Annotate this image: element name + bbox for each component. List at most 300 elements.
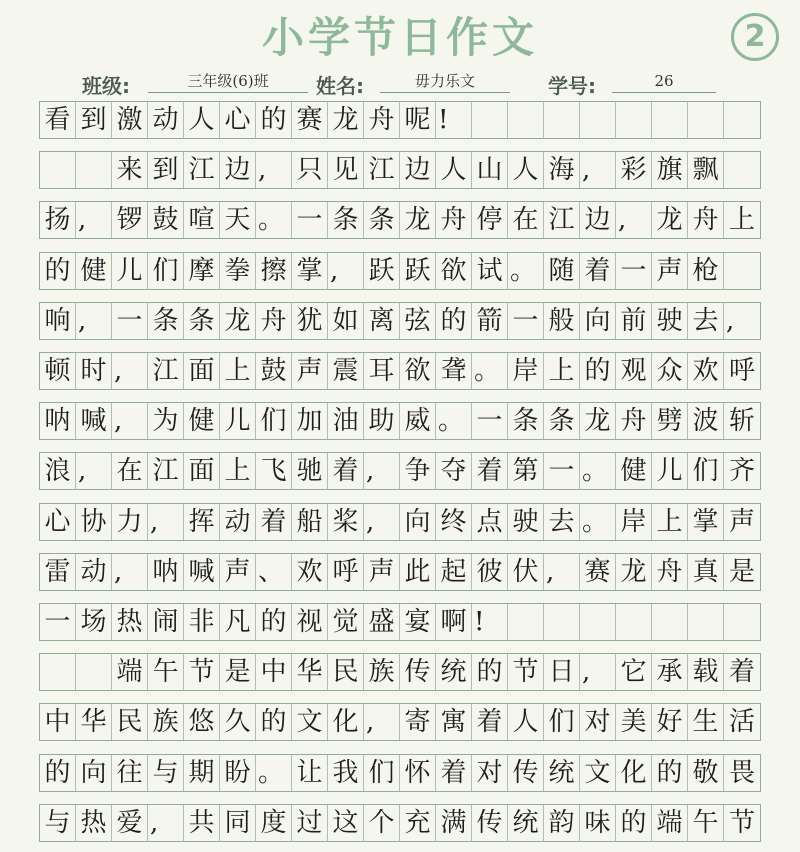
grid-cell: 江 [148,453,184,489]
grid-cell: 随 [544,253,580,289]
grid-cell: 端 [652,805,688,841]
grid-cell: 悠 [184,704,220,740]
grid-cell: 向 [580,303,616,339]
grid-cell: 的 [436,303,472,339]
grid-cell: 呐 [148,554,184,590]
grid-cell: 一 [508,303,544,339]
grid-cell: 节 [508,654,544,690]
grid-cell: 舟 [652,554,688,590]
grid-cell: 人 [184,102,220,138]
grid-cell: 儿 [220,403,256,439]
student-id-value: 26 [612,68,716,93]
grid-cell: 期 [184,755,220,791]
grid-cell: 日 [544,654,580,690]
grid-cell: 着 [256,504,292,540]
grid-cell: 民 [328,654,364,690]
grid-cell: 般 [544,303,580,339]
grid-cell: 条 [148,303,184,339]
grid-cell: 上 [544,353,580,389]
grid-cell: 看 [40,102,76,138]
grid-cell: 震 [328,353,364,389]
grid-cell: 。 [256,755,292,791]
grid-cell [580,604,616,640]
grid-cell: 好 [652,704,688,740]
grid-cell: 。 [580,504,616,540]
grid-cell: 驶 [652,303,688,339]
grid-cell: 心 [40,504,76,540]
grid-cell: 声 [728,506,755,537]
grid-cell: 人 [508,704,544,740]
grid-cell: 着 [472,453,508,489]
grid-cell: 龙 [400,202,436,238]
grid-cell: 声 [364,554,400,590]
grid-cell: 离 [364,303,400,339]
grid-cell: 喊 [184,554,220,590]
grid-cell [76,654,112,690]
essay-line [39,151,761,189]
grid-cell: 闹 [148,604,184,640]
grid-cell: 凡 [220,604,256,640]
grid-cell: 寓 [436,704,472,740]
grid-cell: 停 [472,202,508,238]
grid-cell: 的 [40,755,76,791]
grid-cell: 上 [220,353,256,389]
grid-cell: 斩 [728,406,755,437]
grid-cell: 们 [148,253,184,289]
grid-cell: 舟 [616,403,652,439]
grid-cell: 边 [580,202,616,238]
grid-cell: 午 [148,654,184,690]
grid-cell: 往 [112,755,148,791]
grid-cell: , [148,504,184,540]
grid-cell: , [148,805,184,841]
essay-line [39,754,761,792]
essay-grid [39,101,761,852]
grid-cell: 的 [580,353,616,389]
grid-cell: 劈 [652,403,688,439]
grid-cell: 个 [364,805,400,841]
grid-cell: 我 [328,755,364,791]
grid-cell: 赛 [580,554,616,590]
grid-cell [724,102,760,138]
grid-cell: 只 [292,152,328,188]
grid-cell [688,604,724,640]
name-value: 毋力乐文 [380,68,510,93]
grid-cell: , [580,654,616,690]
grid-cell: 去 [544,504,580,540]
grid-cell: 们 [256,403,292,439]
grid-cell: 浪 [40,453,76,489]
grid-cell: 的 [616,805,652,841]
grid-cell: 统 [508,805,544,841]
grid-cell: 的 [472,654,508,690]
grid-cell: 桨 [328,504,364,540]
grid-cell: 驰 [292,453,328,489]
grid-cell: 拳 [220,253,256,289]
grid-cell [652,604,688,640]
grid-cell: 飞 [256,453,292,489]
grid-cell: 观 [616,353,652,389]
grid-cell: 欢 [688,353,724,389]
grid-cell: 统 [436,654,472,690]
grid-cell: 夺 [436,453,472,489]
grid-cell: 彩 [616,152,652,188]
grid-cell: 的 [256,102,292,138]
grid-cell: 人 [508,152,544,188]
grid-cell: 鼓 [256,353,292,389]
grid-cell: 声 [220,554,256,590]
grid-cell: 威 [400,403,436,439]
grid-cell: 来 [112,152,148,188]
grid-cell: 寄 [400,704,436,740]
grid-cell [724,604,760,640]
name-label: 姓名: [316,74,364,98]
grid-cell: 充 [400,805,436,841]
grid-cell: 是 [220,654,256,690]
grid-cell: , [256,152,292,188]
grid-cell: 生 [688,704,724,740]
grid-cell: 彼 [472,554,508,590]
grid-cell: 在 [112,453,148,489]
grid-cell: 终 [436,504,472,540]
grid-cell: 赛 [292,102,328,138]
grid-cell: 中 [256,654,292,690]
grid-cell: 与 [148,755,184,791]
grid-cell [616,102,652,138]
grid-cell: 掌 [292,253,328,289]
grid-cell: , [328,253,364,289]
grid-cell: 。 [508,253,544,289]
grid-cell: 喧 [184,202,220,238]
grid-cell: 真 [688,554,724,590]
grid-cell: 欲 [400,353,436,389]
grid-cell: 上 [220,453,256,489]
grid-cell: 面 [184,453,220,489]
grid-cell: 心 [220,102,256,138]
grid-cell: 上 [728,205,755,236]
grid-cell: 的 [256,604,292,640]
grid-cell: 力 [112,504,148,540]
grid-cell: 岸 [616,504,652,540]
essay-line [39,352,761,390]
grid-cell: 承 [652,654,688,690]
grid-cell: 龙 [580,403,616,439]
grid-cell: 海 [544,152,580,188]
grid-cell [76,152,112,188]
grid-cell: 节 [184,654,220,690]
grid-cell: 韵 [544,805,580,841]
grid-cell [544,102,580,138]
grid-cell: 民 [112,704,148,740]
grid-cell: 健 [184,403,220,439]
grid-cell: 着 [728,657,755,688]
grid-cell: 传 [472,805,508,841]
grid-cell: 在 [508,202,544,238]
grid-cell: 着 [472,704,508,740]
grid-cell [472,102,508,138]
student-info-bar [0,66,800,96]
grid-cell: 传 [400,654,436,690]
grid-cell [724,253,760,289]
grid-cell: 统 [544,755,580,791]
grid-cell: 枪 [688,253,724,289]
page-title: 小学节日作文 [261,13,538,62]
grid-cell [616,604,652,640]
grid-cell: 顿 [40,353,76,389]
grid-cell: 们 [364,755,400,791]
grid-cell: 畏 [728,757,755,788]
grid-cell: , [544,554,580,590]
grid-cell: 鼓 [148,202,184,238]
grid-cell: 一 [112,303,148,339]
grid-cell: 视 [292,604,328,640]
grid-cell: 山 [472,152,508,188]
grid-cell: 条 [184,303,220,339]
grid-cell: 扬 [40,202,76,238]
grid-cell: 儿 [112,253,148,289]
grid-cell: 的 [652,755,688,791]
grid-cell: 喊 [76,403,112,439]
grid-cell: 边 [400,152,436,188]
grid-cell: 一 [544,453,580,489]
grid-cell: 一 [616,253,652,289]
grid-cell: 场 [76,604,112,640]
grid-cell: 。 [256,202,292,238]
grid-cell: 族 [364,654,400,690]
grid-cell: 的 [256,704,292,740]
grid-cell: 第 [508,453,544,489]
grid-cell: 节 [728,807,755,838]
grid-cell: 载 [688,654,724,690]
grid-cell: 挥 [184,504,220,540]
grid-cell: 化 [616,755,652,791]
grid-cell: 热 [112,604,148,640]
grid-cell: 加 [292,403,328,439]
grid-cell: 同 [220,805,256,841]
essay-line [39,553,761,591]
grid-cell: 这 [328,805,364,841]
grid-cell: 江 [148,353,184,389]
grid-cell: , [112,403,148,439]
student-id-label: 学号: [548,74,596,98]
grid-cell: 耳 [364,353,400,389]
grid-cell: 敬 [688,755,724,791]
grid-cell: 声 [292,353,328,389]
essay-line [39,503,761,541]
grid-cell: 雷 [40,554,76,590]
grid-cell: 点 [472,504,508,540]
grid-cell: 们 [544,704,580,740]
grid-cell: , [112,554,148,590]
grid-cell: 江 [184,152,220,188]
grid-cell: 驶 [508,504,544,540]
grid-cell: 过 [292,805,328,841]
grid-cell: 见 [328,152,364,188]
grid-cell: 前 [616,303,652,339]
grid-cell: 让 [292,755,328,791]
grid-cell: 爱 [112,805,148,841]
grid-cell: 波 [688,403,724,439]
grid-cell: 文 [292,704,328,740]
grid-cell: , [580,152,616,188]
grid-cell: 共 [184,805,220,841]
grid-cell: 呐 [40,403,76,439]
grid-cell: 呢 [400,102,436,138]
grid-cell: 条 [508,403,544,439]
grid-cell: 油 [328,403,364,439]
grid-cell: 旗 [652,152,688,188]
grid-cell: 族 [148,704,184,740]
grid-cell: 中 [40,704,76,740]
essay-line [39,201,761,239]
essay-line [39,302,761,340]
grid-cell: 盼 [220,755,256,791]
grid-cell: 船 [292,504,328,540]
grid-cell: 掌 [688,504,724,540]
grid-cell: 齐 [728,456,755,487]
grid-cell: 宴 [400,604,436,640]
grid-cell: 众 [652,353,688,389]
essay-line [39,252,761,290]
grid-cell [652,102,688,138]
grid-cell: 舟 [364,102,400,138]
grid-cell: 此 [400,554,436,590]
grid-cell: 一 [292,202,328,238]
grid-cell: 江 [544,202,580,238]
grid-cell: 动 [148,102,184,138]
grid-cell: 久 [220,704,256,740]
grid-cell: 、 [256,554,292,590]
grid-cell: 对 [580,704,616,740]
grid-cell: 去 [688,303,724,339]
grid-cell: 的 [40,253,76,289]
grid-cell: , [112,353,148,389]
grid-cell: 健 [616,453,652,489]
grid-cell: , [364,453,400,489]
grid-cell: 犹 [292,303,328,339]
grid-cell: 儿 [652,453,688,489]
grid-cell: 着 [328,453,364,489]
grid-cell: 。 [472,353,508,389]
grid-cell: 协 [76,504,112,540]
grid-cell: 龙 [616,554,652,590]
grid-cell: 摩 [184,253,220,289]
grid-cell: 跃 [364,253,400,289]
grid-cell: 聋 [436,353,472,389]
grid-cell: 龙 [328,102,364,138]
grid-cell: 飘 [688,152,724,188]
grid-cell: 龙 [652,202,688,238]
grid-cell: 动 [76,554,112,590]
grid-cell: 欲 [436,253,472,289]
grid-cell: 助 [364,403,400,439]
grid-cell: 化 [328,704,364,740]
grid-cell: 呼 [728,356,755,386]
grid-cell: 舟 [256,303,292,339]
grid-cell: 如 [328,303,364,339]
grid-cell: , [76,202,112,238]
grid-cell: 。 [436,403,472,439]
grid-cell: 激 [112,102,148,138]
grid-cell: , [726,305,735,336]
grid-cell: 舟 [436,202,472,238]
grid-cell: 们 [688,453,724,489]
grid-cell: 健 [76,253,112,289]
grid-cell: ! [472,604,508,640]
class-value: 三年级(6)班 [148,68,308,93]
grid-cell [580,102,616,138]
grid-cell: 时 [76,353,112,389]
grid-cell: 一 [472,403,508,439]
essay-line [39,402,761,440]
grid-cell: , [616,202,652,238]
grid-cell: 到 [148,152,184,188]
grid-cell: 是 [728,556,755,587]
grid-cell: 华 [292,654,328,690]
grid-cell: 向 [400,504,436,540]
grid-cell: 向 [76,755,112,791]
grid-cell [40,654,76,690]
grid-cell: ! [436,102,472,138]
grid-cell: 活 [728,707,755,738]
grid-cell: 伏 [508,554,544,590]
grid-cell: 着 [436,755,472,791]
grid-cell: 热 [76,805,112,841]
grid-cell: 舟 [688,202,724,238]
grid-cell: , [76,453,112,489]
grid-cell: , [364,504,400,540]
grid-cell: 它 [616,654,652,690]
grid-cell: 人 [436,152,472,188]
grid-cell: 怀 [400,755,436,791]
grid-cell [544,604,580,640]
grid-cell: 盛 [364,604,400,640]
grid-cell: 到 [76,102,112,138]
grid-cell: 箭 [472,303,508,339]
essay-line [39,101,761,139]
grid-cell: 一 [40,604,76,640]
grid-cell: 锣 [112,202,148,238]
grid-cell: 条 [328,202,364,238]
grid-cell: 上 [652,504,688,540]
grid-cell: 动 [220,504,256,540]
grid-cell: 为 [148,403,184,439]
grid-cell: 端 [112,654,148,690]
grid-cell: 试 [472,253,508,289]
page-number-badge: 2 [731,13,779,61]
grid-cell: 岸 [508,353,544,389]
grid-cell: 满 [436,805,472,841]
grid-cell: 对 [472,755,508,791]
grid-cell: 跃 [400,253,436,289]
grid-cell [688,102,724,138]
essay-line [39,452,761,490]
grid-cell: 文 [580,755,616,791]
grid-cell: 。 [580,453,616,489]
grid-cell: 响 [40,303,76,339]
grid-cell: , [364,704,400,740]
grid-cell: 起 [436,554,472,590]
grid-cell: 边 [220,152,256,188]
grid-cell [508,102,544,138]
grid-cell: 龙 [220,303,256,339]
grid-cell: 面 [184,353,220,389]
grid-cell: 着 [580,253,616,289]
essay-line [39,703,761,741]
grid-cell: 争 [400,453,436,489]
grid-cell: 擦 [256,253,292,289]
grid-cell: 华 [76,704,112,740]
